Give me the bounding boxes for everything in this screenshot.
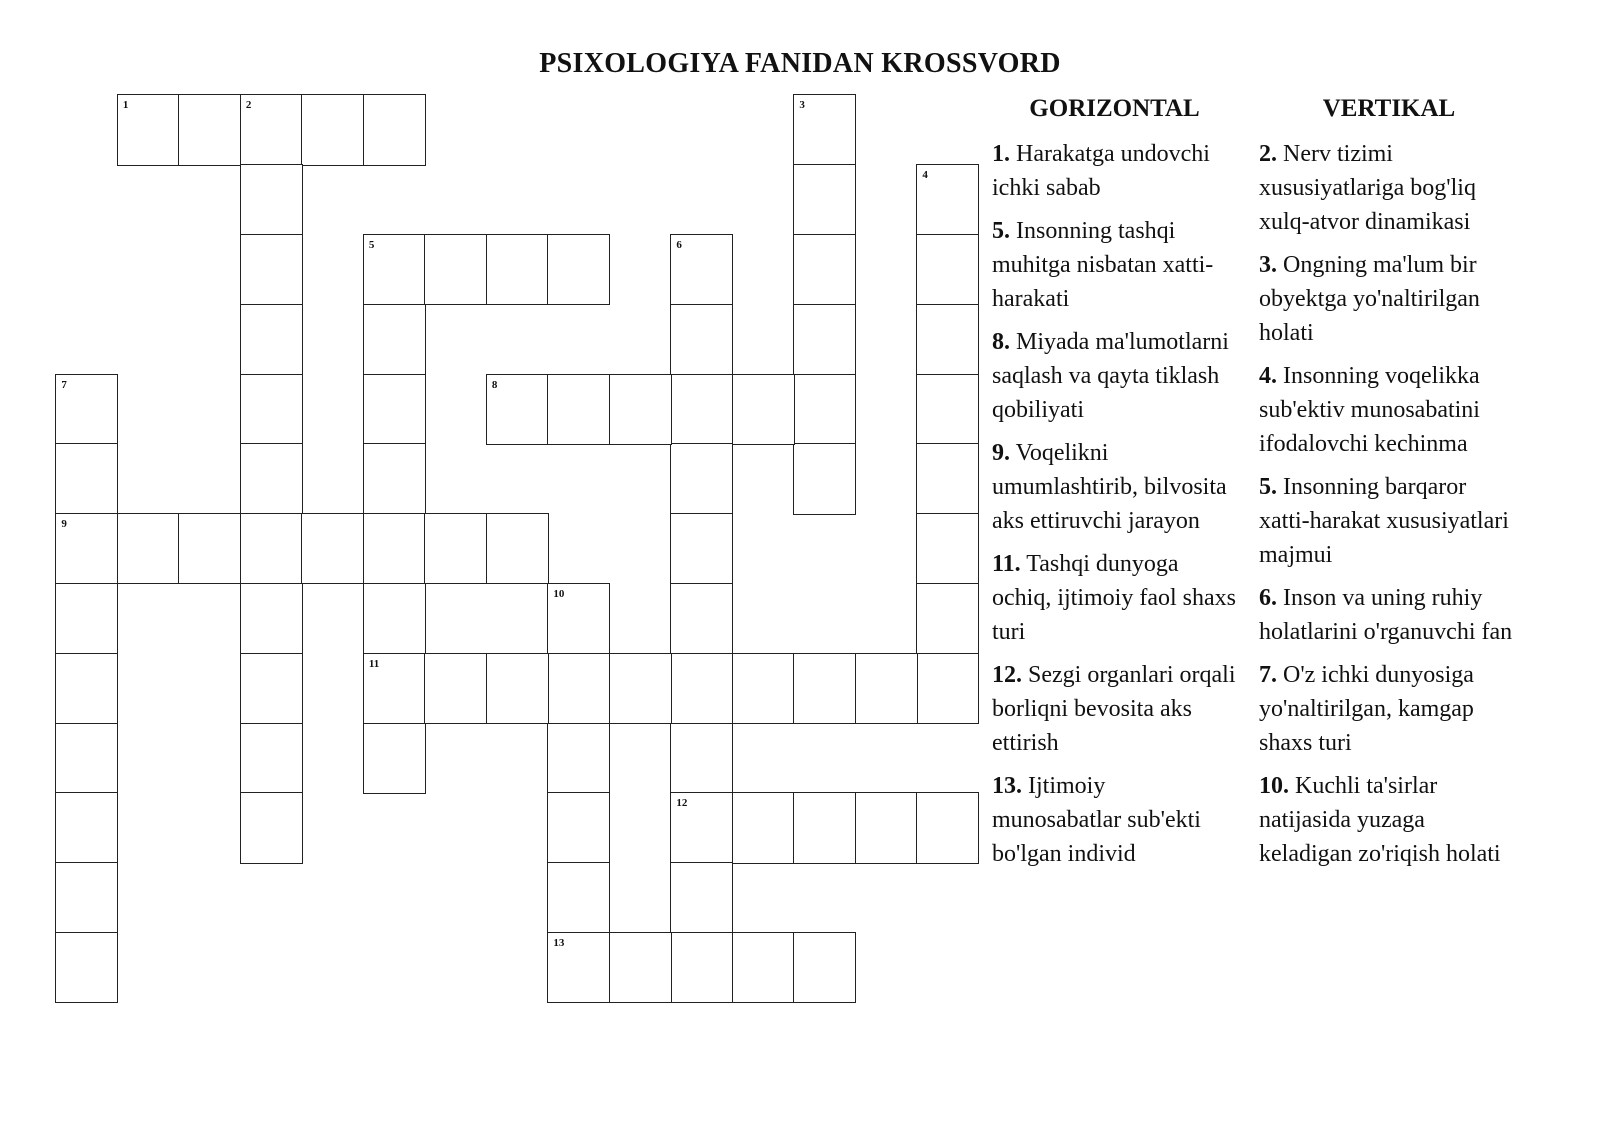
clue-across-12: 12. Sezgi organlari orqali borliqni bevosita aks ettirish [992, 662, 1236, 756]
crossword-cell[interactable] [178, 94, 241, 165]
crossword-cell[interactable] [793, 304, 856, 375]
crossword-cell[interactable] [486, 374, 549, 445]
clue-down-7: 7. O'z ichki dunyosiga yo'naltirilgan, kamgap shaxs turi [1259, 662, 1474, 756]
crossword-cell[interactable] [670, 723, 733, 794]
crossword-cell[interactable] [424, 653, 487, 724]
clue-across-5: 5. Insonning tashqi muhitga nisbatan xatti-harakati [992, 218, 1214, 312]
crossword-cell[interactable] [547, 792, 610, 863]
crossword-cell[interactable] [916, 513, 979, 584]
crossword-cell[interactable] [670, 792, 733, 863]
crossword-cell[interactable] [732, 792, 795, 863]
clue-number: 9 [61, 518, 67, 531]
clue-number: 10 [553, 587, 565, 600]
clue-across-8: 8. Miyada ma'lumotlarni saqlash va qayta tiklash qobiliyati [992, 329, 1229, 423]
crossword-cell[interactable] [424, 513, 487, 584]
crossword-cell[interactable] [547, 723, 610, 794]
crossword-cell[interactable] [916, 234, 979, 305]
crossword-cell[interactable] [793, 792, 856, 863]
crossword-cell[interactable] [670, 583, 733, 654]
crossword-cell[interactable] [670, 862, 733, 933]
crossword-cell[interactable] [547, 653, 610, 724]
crossword-cell[interactable] [55, 374, 118, 445]
crossword-cell[interactable] [547, 932, 610, 1003]
clue-number: 5 [368, 238, 375, 251]
clue-number: 7 [61, 378, 67, 391]
crossword-cell[interactable] [670, 234, 733, 305]
crossword-cell[interactable] [363, 304, 426, 375]
clue-down-2: 2. Nerv tizimi xususiyatlariga bog'liq xulq-atvor dinamikasi [1259, 141, 1476, 235]
crossword-cell[interactable] [117, 94, 180, 165]
crossword-cell[interactable] [301, 94, 364, 165]
crossword-cell[interactable] [916, 792, 979, 863]
crossword-cell[interactable] [240, 374, 303, 445]
clue-number: 3 [799, 99, 805, 112]
crossword-cell[interactable] [670, 443, 733, 514]
clue-down-3: 3. Ongning ma'lum bir obyektga yo'naltirilgan holati [1259, 252, 1480, 346]
crossword-cell[interactable] [793, 932, 856, 1003]
clue-down-6: 6. Inson va uning ruhiy holatlarini o'rganuvchi fan [1259, 585, 1513, 645]
crossword-cell[interactable] [240, 443, 303, 514]
crossword-cell[interactable] [855, 792, 918, 863]
crossword-cell[interactable] [732, 374, 795, 445]
clue-number: 12 [676, 797, 688, 810]
clue-across-13: 13. Ijtimoiy munosabatlar sub'ekti bo'lgan individ [992, 773, 1201, 867]
clue-number: 4 [922, 169, 928, 182]
crossword-cell[interactable] [55, 862, 118, 933]
crossword-cell[interactable] [363, 723, 426, 794]
crossword-cell[interactable] [240, 583, 303, 654]
clue-number: 1 [122, 99, 129, 112]
crossword-cell[interactable] [240, 234, 303, 305]
crossword-cell[interactable] [793, 164, 856, 235]
crossword-cell[interactable] [486, 234, 549, 305]
crossword-cell[interactable] [732, 653, 795, 724]
clue-number: 8 [491, 378, 498, 391]
down-heading: VERTIKAL [1322, 95, 1456, 122]
crossword-cell[interactable] [793, 374, 856, 445]
clue-down-5: 5. Insonning barqaror xatti-harakat xususiyatlari majmui [1259, 474, 1509, 568]
crossword-cell[interactable] [117, 513, 180, 584]
crossword-cell[interactable] [363, 234, 426, 305]
crossword-cell[interactable] [547, 862, 610, 933]
crossword-cell[interactable] [486, 653, 549, 724]
crossword-cell[interactable] [55, 513, 118, 584]
crossword-cell[interactable] [916, 374, 979, 445]
clue-across-9: 9. Voqelikni umumlashtirib, bilvosita aks ettiruvchi jarayon [992, 440, 1227, 534]
crossword-cell[interactable] [732, 932, 795, 1003]
crossword-cell[interactable] [240, 164, 303, 235]
clue-down-10: 10. Kuchli ta'sirlar natijasida yuzaga keladigan zo'riqish holati [1259, 773, 1501, 867]
crossword-cell[interactable] [240, 513, 303, 584]
crossword-cell[interactable] [670, 374, 733, 445]
crossword-cell[interactable] [240, 723, 303, 794]
crossword-cell[interactable] [55, 653, 118, 724]
down-clues [1259, 95, 1519, 880]
crossword-cell[interactable] [240, 792, 303, 863]
crossword-cell[interactable] [424, 234, 487, 305]
crossword-cell[interactable] [240, 653, 303, 724]
crossword-cell[interactable] [240, 94, 303, 165]
crossword-cell[interactable] [55, 583, 118, 654]
crossword-cell[interactable] [670, 513, 733, 584]
crossword-cell[interactable] [609, 374, 672, 445]
crossword-cell[interactable] [609, 653, 672, 724]
crossword-cell[interactable] [916, 304, 979, 375]
crossword-cell[interactable] [301, 513, 364, 584]
page-title: PSIXOLOGIYA FANIDAN KROSSVORD [539, 48, 1061, 79]
crossword-cell[interactable] [240, 304, 303, 375]
crossword-cell[interactable] [55, 932, 118, 1003]
crossword-cell[interactable] [55, 723, 118, 794]
crossword-cell[interactable] [363, 583, 426, 654]
crossword-cell[interactable] [916, 164, 979, 235]
crossword-cell[interactable] [916, 583, 979, 654]
crossword-cell[interactable] [793, 443, 856, 514]
crossword-cell[interactable] [363, 374, 426, 445]
crossword-cell[interactable] [547, 583, 610, 654]
clue-across-11: 11. Tashqi dunyoga ochiq, ijtimoiy faol shaxs turi [992, 551, 1236, 645]
crossword-cell[interactable] [363, 443, 426, 514]
crossword-cell[interactable] [547, 234, 610, 305]
across-clues [992, 95, 1237, 880]
crossword-cell[interactable] [670, 932, 733, 1003]
crossword-cell[interactable] [793, 94, 856, 165]
crossword-cell[interactable] [178, 513, 241, 584]
crossword-cell[interactable] [670, 653, 733, 724]
clue-number: 6 [676, 238, 682, 251]
clue-down-4: 4. Insonning voqelikka sub'ektiv munosabatini ifodalovchi kechinma [1259, 363, 1480, 457]
crossword-cell[interactable] [363, 513, 426, 584]
across-heading: GORIZONTAL [1029, 95, 1200, 122]
clue-across-1: 1. Harakatga undovchi ichki sabab [992, 141, 1210, 201]
crossword-cell[interactable] [916, 653, 979, 724]
crossword-cell[interactable] [670, 304, 733, 375]
crossword-cell[interactable] [486, 513, 549, 584]
clue-number: 11 [368, 657, 380, 670]
crossword-cell[interactable] [916, 443, 979, 514]
clue-number: 2 [245, 99, 252, 112]
crossword-cell[interactable] [547, 374, 610, 445]
clue-number: 13 [553, 936, 565, 949]
crossword-cell[interactable] [793, 234, 856, 305]
crossword-cell[interactable] [793, 653, 856, 724]
crossword-cell[interactable] [55, 443, 118, 514]
crossword-cell[interactable] [363, 653, 426, 724]
crossword-cell[interactable] [363, 94, 426, 165]
crossword-cell[interactable] [609, 932, 672, 1003]
crossword-cell[interactable] [855, 653, 918, 724]
crossword-cell[interactable] [55, 792, 118, 863]
